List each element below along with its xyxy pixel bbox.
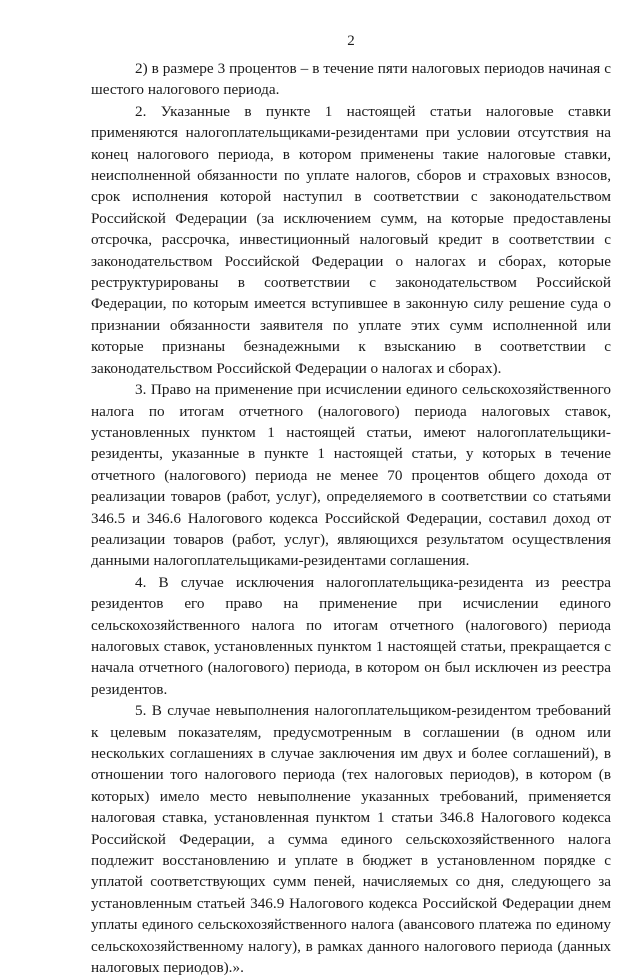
paragraph-item-2-subpoint: 2) в размере 3 процентов – в течение пяти налоговых периодов начиная с шестого налогового периода. (91, 60, 611, 99)
paragraph-4: 4. В случае исключения налогоплательщика-резидента из реестра резидентов его право на применение при исчислении единого сельскохозяйственного налога по итогам отчетного (налогового) периода налоговых ставок, установленных пунктом 1 настоящей статьи, прекращается с начала отчетного (налогового) периода, в котором он был исключен из реестра резидентов. (91, 573, 611, 698)
paragraph-5: 5. В случае невыполнения налогоплательщиком-резидентом требований к целевым показателям, предусмотренным в соглашении (в одном или нескольких соглашениях в случае заключения им двух и более соглашений), в отношении того налогового периода (тех налоговых периодов), в котором (в которых) имело место невыполнение указанных требований, применяется налоговая ставка, установленная пунктом 1 статьи 346.8 Налогового кодекса Российской Федерации, а сумма единого сельскохозяйственного налога подлежит восстановлению и уплате в бюджет в установленном порядке с уплатой соответствующих сумм пеней, начисляемых со дня, следующего за установленным статьей 346.9 Налогового кодекса Российской Федерации днем уплаты единого сельскохозяйственного налога (авансового платежа по единому сельскохозяйственному налогу), в рамках данного налогового периода (данных налоговых периодов).». (91, 702, 611, 977)
document-page (91, 30, 611, 978)
paragraph-2: 2. Указанные в пункте 1 настоящей статьи налоговые ставки применяются налогоплательщиками-резидентами при условии отсутствия на конец налогового периода, в котором применены такие налоговые ставки, неисполненной обязанности по уплате налогов, сборов и страховых взносов, срок исполнения которой наступил в соответствии с законодательством Российской Федерации (за исключением сумм, на которые предоставлены отсрочка, рассрочка, инвестиционный налоговый кредит в соответствии с законодательством Российской Федерации о налогах и сборах, которые реструктурированы в соответствии с законодательством Российской Федерации, по которым имеется вступившее в законную силу решение суда о признании обязанности заявителя по уплате этих сумм исполненной или которые признаны безнадежными к взысканию в соответствии с законодательством Российской Федерации о налогах и сборах). (91, 102, 611, 377)
page-number: 2 (347, 33, 355, 49)
paragraph-3: 3. Право на применение при исчислении единого сельскохозяйственного налога по итогам отчетного (налогового) периода налоговых ставок, установленных пунктом 1 настоящей статьи, имеют налогоплательщики-резиденты, указанные в пункте 1 настоящей статьи, у которых в течение отчетного (налогового) периода не менее 70 процентов общего дохода от реализации товаров (работ, услуг), определяемого в соответствии со статьями 346.5 и 346.6 Налогового кодекса Российской Федерации, составил доход от реализации товаров (работ, услуг), являющихся результатом осуществления данными налогоплательщиками-резидентами соглашения. (91, 381, 611, 570)
